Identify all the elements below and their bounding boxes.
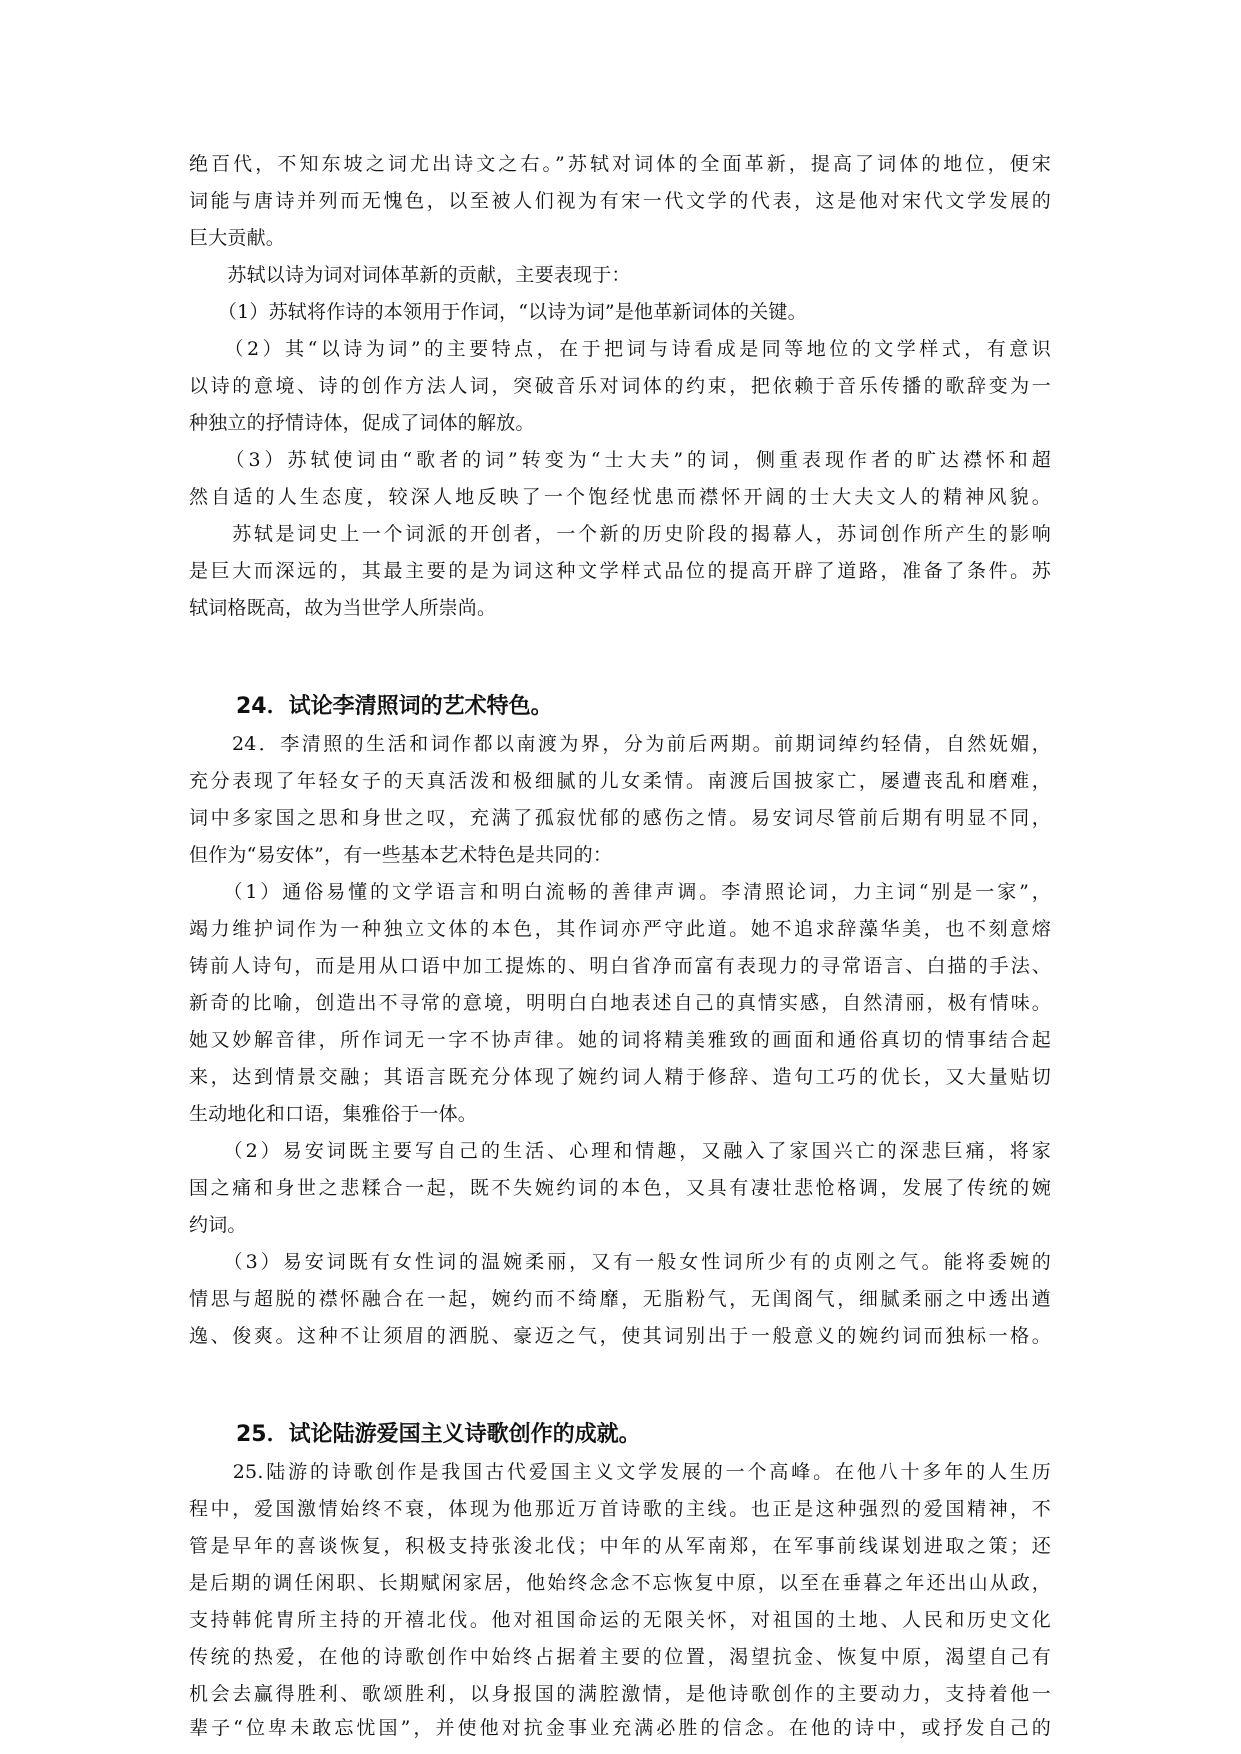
- body-line: 轼词格既高，故为当世学人所崇尚。: [189, 597, 497, 619]
- body-line: （2）其“以诗为词”的主要特点，在于把词与诗看成是同等地位的文学样式，有意识: [189, 338, 1051, 360]
- body-line: 种独立的抒情诗体，促成了词体的解放。: [189, 412, 535, 434]
- body-line: 苏轼是词史上一个词派的开创者，一个新的历史阶段的揭幕人，苏词创作所产生的影响: [189, 523, 1051, 545]
- body-line: 苏轼以诗为词对词体革新的贡献，主要表现于：: [189, 264, 631, 286]
- body-line: 25.陆游的诗歌创作是我国古代爱国主义文学发展的一个高峰。在他八十多年的人生历: [189, 1461, 1051, 1483]
- body-line: 机会去赢得胜利、歌颂胜利，以身报国的满腔激情，是他诗歌创作的主要动力，支持着他一: [189, 1683, 1051, 1705]
- body-line: 以诗的意境、诗的创作方法人词，突破音乐对词体的约束，把依赖于音乐传播的歌辞变为一: [189, 375, 1051, 397]
- body-line: 辈子“位卑未敢忘忧国”，并使他对抗金事业充满必胜的信念。在他的诗中，或抒发自己的: [189, 1717, 1051, 1739]
- body-line: 充分表现了年轻女子的天真活泼和极细腻的儿女柔情。南渡后国披家亡，屡遭丧乱和磨难，: [189, 770, 1051, 792]
- body-line: 生动地化和口语，集雅俗于一体。: [189, 1103, 478, 1125]
- body-line: 约词。: [189, 1214, 247, 1236]
- body-line: （2）易安词既主要写自己的生活、心理和情趣，又融入了家国兴亡的深悲巨痛，将家: [189, 1140, 1051, 1162]
- body-line: 传统的热爱，在他的诗歌创作中始终占据着主要的位置，渴望抗金、恢复中原，渴望自己有: [189, 1646, 1051, 1668]
- body-line: 是后期的调任闲职、长期赋闲家居，他始终念念不忘恢复中原，以至在垂暮之年还出山从政，: [189, 1572, 1051, 1594]
- body-line: 词能与唐诗并列而无愧色，以至被人们视为有宋一代文学的代表，这是他对宋代文学发展的: [189, 190, 1051, 212]
- body-line: 来，达到情景交融；其语言既充分体现了婉约词人精于修辞、造句工巧的优长，又大量贴切: [189, 1066, 1051, 1088]
- body-line: 绝百代，不知东坡之词尤出诗文之右。”苏轼对词体的全面革新，提高了词体的地位，便宋: [189, 153, 1051, 175]
- body-line: 逸、俊爽。这种不让须眉的洒脱、豪迈之气，使其词别出于一般意义的婉约词而独标一格。: [189, 1325, 1051, 1347]
- body-line: 24．李清照的生活和词作都以南渡为界，分为前后两期。前期词绰约轻倩，自然妩媚，: [189, 733, 1051, 755]
- body-line: （1）通俗易懂的文学语言和明白流畅的善律声调。李清照论词，力主词“别是一家”，: [189, 881, 1051, 903]
- body-line: （1）苏轼将作诗的本领用于作词，“以诗为词”是他革新词体的关键。: [189, 301, 807, 323]
- body-line: 程中，爱国激情始终不衰，体现为他那近万首诗歌的主线。也正是这种强烈的爱国精神，不: [189, 1498, 1051, 1520]
- body-line: 巨大贡献。: [189, 227, 286, 249]
- body-line: 是巨大而深远的，其最主要的是为词这种文学样式品位的提高开辟了道路，准备了条件。苏: [189, 560, 1051, 582]
- body-line: 竭力维护词作为一种独立文体的本色，其作词亦严守此道。她不追求辞藻华美，也不刻意熔: [189, 918, 1051, 940]
- body-line: 铸前人诗句，而是用从口语中加工提炼的、明白省净而富有表现力的寻常语言、白描的手法、: [189, 955, 1051, 977]
- body-line: （3）易安词既有女性词的温婉柔丽，又有一般女性词所少有的贞刚之气。能将委婉的: [189, 1251, 1051, 1273]
- body-line: 情思与超脱的襟怀融合在一起，婉约而不绮靡，无脂粉气，无闺阁气，细腻柔丽之中透出遒: [189, 1288, 1051, 1310]
- body-line: 但作为“易安体”，有一些基本艺术特色是共同的：: [189, 844, 613, 866]
- body-line: 管是早年的喜谈恢复，积极支持张浚北伐；中年的从军南郑，在军事前线谋划进取之策；还: [189, 1535, 1051, 1557]
- body-line: 新奇的比喻，创造出不寻常的意境，明明白白地表述自己的真情实感，自然清丽，极有情味。: [189, 992, 1051, 1014]
- body-line: 支持韩侂胄所主持的开禧北伐。他对祖国命运的无限关怀，对祖国的土地、人民和历史文化: [189, 1609, 1051, 1631]
- section-heading: 25．试论陆游爱国主义诗歌创作的成就。: [236, 1422, 641, 1447]
- body-line: 国之痛和身世之悲糅合一起，既不失婉约词的本色，又具有凄壮悲怆格调，发展了传统的婉: [189, 1177, 1051, 1199]
- section-heading: 24．试论李清照词的艺术特色。: [236, 694, 553, 719]
- body-line: 她又妙解音律，所作词无一字不协声律。她的词将精美雅致的画面和通俗真切的情事结合起: [189, 1029, 1051, 1051]
- body-line: 词中多家国之思和身世之叹，充满了孤寂忧郁的感伤之情。易安词尽管前后期有明显不同，: [189, 807, 1051, 829]
- body-line: 然自适的人生态度，较深人地反映了一个饱经忧患而襟怀开阔的士大夫文人的精神风貌。: [189, 486, 1051, 508]
- body-line: （3）苏轼使词由“歌者的词”转变为“士大夫”的词，侧重表现作者的旷达襟怀和超: [189, 449, 1051, 471]
